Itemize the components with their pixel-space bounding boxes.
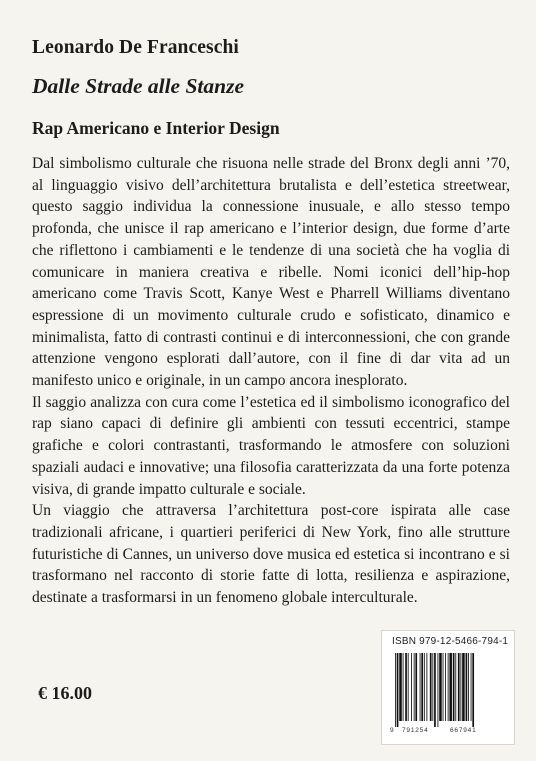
price: € 16.00	[38, 683, 92, 703]
blurb-paragraph: Il saggio analizza con cura come l’estetica ed il simbolismo iconografico del rap siano capaci di definire gli ambienti con tessuti eccentrici, stampe grafiche e colori contrastanti, trasformando le atmosfere con soluzioni spaziali audaci e innovative; una filosofia caratterizzata da una forte potenza visiva, di grande impatto culturale e sociale.	[32, 393, 510, 498]
book-title: Dalle Strade alle Stanze	[32, 74, 245, 98]
barcode-panel	[381, 630, 515, 745]
barcode-digits	[390, 727, 510, 734]
barcode-digit-group-left: 791254	[402, 727, 429, 734]
barcode-digit-group-right: 667941	[450, 727, 477, 734]
barcode-icon	[394, 653, 506, 727]
blurb	[32, 153, 510, 609]
isbn-text: ISBN 979-12-5466-794-1	[392, 636, 509, 647]
blurb-paragraph: Dal simbolismo culturale che risuona nelle strade del Bronx degli anni ’70, al linguaggio visivo dell’architettura brutalista e dell’estetica streetwear, questo saggio individua la connessione inusuale, e allo stesso tempo profonda, che unisce il rap americano e l’interior design, due forme d’arte che riflettono i cambiamenti e le tendenze di una società che ha voglia di comunicare in maniera creativa e ribelle. Nomi iconici dell’hip-hop americano come Travis Scott, Kanye West e Pharrell Williams diventano espressione di un movimento culturale crudo e sofisticato, dinamico e minimalista, fatto di contrasti continui e di interconnessioni, che con grande attenzione vengono esplorati dall’autore, con il fine di dar vita ad un manifesto unico e originale, in un campo ancora inesplorato.	[32, 155, 510, 390]
book-subtitle: Rap Americano e Interior Design	[32, 118, 280, 138]
blurb-paragraph: Un viaggio che attraversa l’architettura post-core ispirata alle case tradizionali africane, i quartieri periferici di New York, fino alle strutture futuristiche di Cannes, un universo dove musica ed estetica si incontrano e si trasformano nel racconto di storie fatte di lotta, resilienza e aspirazione, destinate a trasformarsi in un fenomeno globale interculturale.	[32, 502, 510, 607]
author-name: Leonardo De Franceschi	[32, 37, 239, 58]
barcode-digit-prefix: 9	[390, 727, 394, 734]
